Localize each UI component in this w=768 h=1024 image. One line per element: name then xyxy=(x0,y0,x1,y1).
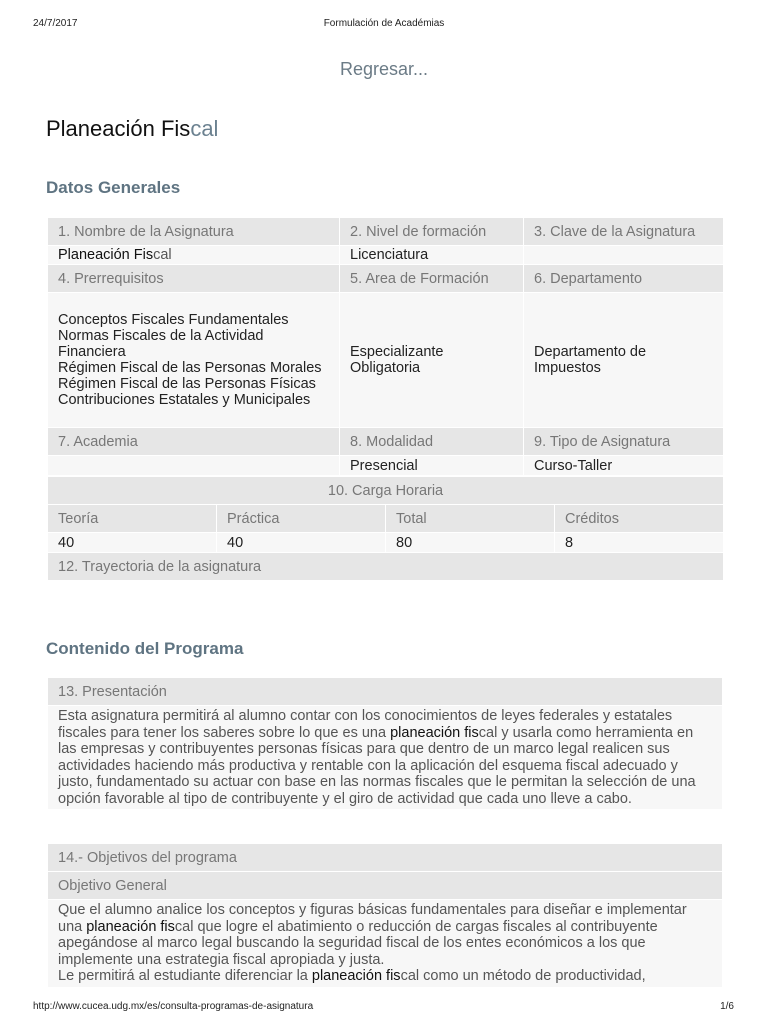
header-objetivos: 14.- Objetivos del programa xyxy=(48,844,723,872)
header-area: 5. Area de Formación xyxy=(340,265,524,293)
table-row xyxy=(48,293,724,428)
print-footer xyxy=(0,996,768,1024)
header-departamento: 6. Departamento xyxy=(524,265,724,293)
presentacion-text-rest: cal y usarla como herramienta en las empresas y contribuyentes personas físicas para que dentro de un marco legal realicen sus actividades haciendo más productiva y rentable con la aplicación del esquema fiscal adecuado y justo, fundamentado su actuar con base en las normas fiscales que le permitan la selección de una opción favorable al tipo de contribuyente y el giro de actividad que cada uno lleve a cabo. xyxy=(58,724,696,807)
value-clave xyxy=(524,246,724,265)
table-row xyxy=(48,456,724,476)
print-url: http://www.cucea.udg.mx/es/consulta-programas-de-asignatura xyxy=(33,1001,314,1012)
value-creditos: 8 xyxy=(555,533,724,553)
value-practica: 40 xyxy=(217,533,386,553)
value-nivel: Licenciatura xyxy=(340,246,524,265)
back-link-row xyxy=(0,59,768,80)
objetivo-text-rest: cal que logre el abatimiento o reducción de cargas fiscales al contribuyente apegándose al marco legal buscando la seguridad fiscal de los entes económicos a los que implemente una estrategia fiscal apropiada y justa. xyxy=(58,918,658,968)
presentacion-table xyxy=(47,677,723,810)
header-teoria: Teoría xyxy=(48,505,217,533)
prereq-item: Normas Fiscales de la Actividad Financiera xyxy=(58,328,264,360)
header-trayectoria: 12. Trayectoria de la asignatura xyxy=(48,553,724,581)
objetivo-text-2: Le permitirá al estudiante diferenciar la xyxy=(58,968,312,984)
section-datos-generales: Datos Generales xyxy=(46,178,181,197)
value-teoria: 40 xyxy=(48,533,217,553)
value-nombre-highlight: Planeación Fis xyxy=(58,247,154,263)
value-prerrequisitos xyxy=(48,293,340,428)
header-creditos: Créditos xyxy=(555,505,724,533)
prereq-item: Régimen Fiscal de las Personas Morales xyxy=(58,360,322,376)
value-modalidad: Presencial xyxy=(340,456,524,476)
print-header xyxy=(0,0,768,40)
prereq-item: Conceptos Fiscales Fundamentales xyxy=(58,312,289,328)
header-nivel: 2. Nivel de formación xyxy=(340,218,524,246)
table-row xyxy=(48,706,723,810)
page-title xyxy=(46,116,218,142)
value-area: Especializante Obligatoria xyxy=(340,293,524,428)
table-row xyxy=(48,553,724,581)
table-row xyxy=(48,533,724,553)
table-row xyxy=(48,428,724,456)
general-data-table xyxy=(47,217,724,476)
prereq-item: Contribuciones Estatales y Municipales xyxy=(58,392,311,408)
table-row xyxy=(48,477,724,505)
header-presentacion: 13. Presentación xyxy=(48,678,723,706)
print-page-number: 1/6 xyxy=(720,1001,734,1012)
table-row xyxy=(48,872,723,900)
objetivo-text: Que el alumno analice los conceptos y figuras básicas fundamentales para diseñar e implementar una xyxy=(58,902,687,935)
value-tipo: Curso-Taller xyxy=(524,456,724,476)
header-practica: Práctica xyxy=(217,505,386,533)
header-tipo: 9. Tipo de Asignatura xyxy=(524,428,724,456)
header-objetivo-general: Objetivo General xyxy=(48,872,723,900)
header-nombre: 1. Nombre de la Asignatura xyxy=(48,218,340,246)
table-row xyxy=(48,246,724,265)
header-clave: 3. Clave de la Asignatura xyxy=(524,218,724,246)
page-title-rest: cal xyxy=(190,116,219,141)
table-row xyxy=(48,265,724,293)
value-total: 80 xyxy=(386,533,555,553)
header-modalidad: 8. Modalidad xyxy=(340,428,524,456)
value-nombre-rest: cal xyxy=(153,247,172,263)
table-row xyxy=(48,505,724,533)
table-row xyxy=(48,900,723,988)
presentacion-highlight: planeación fis xyxy=(390,724,479,741)
print-title: Formulación de Académias xyxy=(323,18,445,29)
header-carga-horaria: 10. Carga Horaria xyxy=(48,477,724,505)
table-row xyxy=(48,678,723,706)
header-total: Total xyxy=(386,505,555,533)
table-row xyxy=(48,218,724,246)
header-prerrequisitos: 4. Prerrequisitos xyxy=(48,265,340,293)
value-academia xyxy=(48,456,340,476)
value-departamento: Departamento de Impuestos xyxy=(524,293,724,428)
objetivo-text-2-rest: cal como un método de productividad, xyxy=(400,968,646,984)
value-presentacion xyxy=(48,706,723,810)
value-objetivo-general xyxy=(48,900,723,988)
objetivo-highlight-2: planeación fis xyxy=(311,968,401,984)
table-row xyxy=(48,844,723,872)
prereq-item: Régimen Fiscal de las Personas Físicas xyxy=(58,376,316,392)
header-academia: 7. Academia xyxy=(48,428,340,456)
carga-horaria-table xyxy=(47,476,724,581)
value-nombre xyxy=(48,246,340,265)
back-link[interactable]: Regresar... xyxy=(339,59,429,79)
print-date: 24/7/2017 xyxy=(33,18,78,29)
page-title-highlight: Planeación Fis xyxy=(46,116,191,141)
objetivos-table xyxy=(47,843,723,988)
presentacion-text: Esta asignatura permitirá al alumno contar con los conocimientos de leyes federales y estatales fiscales para tener los saberes sobre lo que es una xyxy=(58,708,673,741)
section-contenido: Contenido del Programa xyxy=(46,639,244,658)
objetivo-highlight: planeación fis xyxy=(86,918,175,935)
